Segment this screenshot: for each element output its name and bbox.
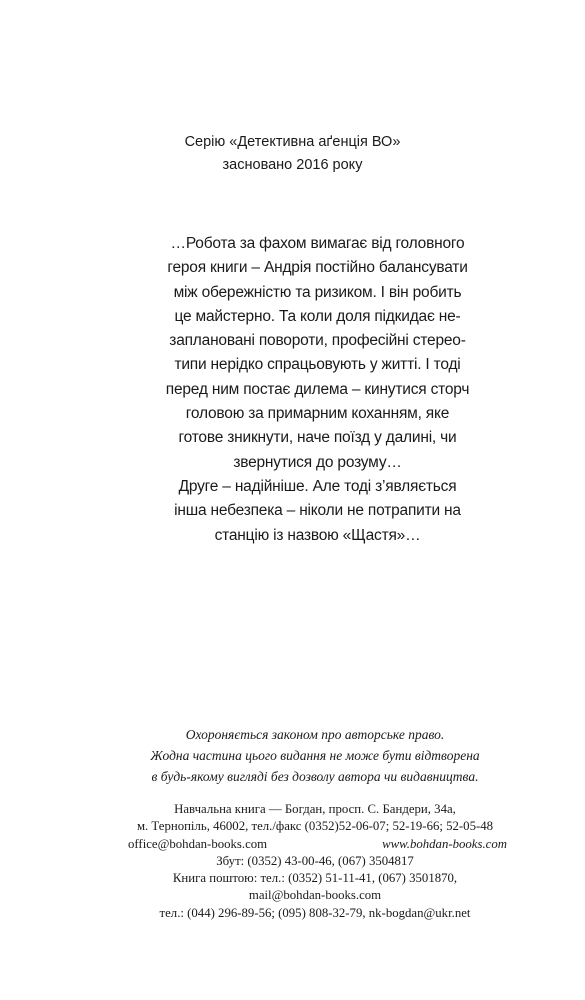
annotation-line: заплановані повороти, професійні стерео- [169, 332, 466, 350]
publisher-address-line: Навчальна книга — Богдан, просп. С. Бандери, 34а, [174, 802, 456, 816]
copyright-line: Охороняється законом про авторське право. [185, 727, 445, 742]
publisher-contact-line [95, 836, 535, 853]
book-annotation [150, 232, 485, 548]
annotation-line: героя книги – Андрія постійно балансувати [167, 259, 468, 277]
annotation-line: інша небезпека – ніколи не потрапити на [174, 502, 461, 520]
annotation-line: звернутися до розуму… [233, 453, 402, 471]
copyright-line: в будь-якому вигляді без дозволу автора чи видавництва. [151, 769, 479, 784]
annotation-line: Друге – надійніше. Але тоді з’являється [178, 477, 457, 495]
publisher-info [95, 801, 535, 922]
publisher-kyiv-phone-line: тел.: (044) 296-89-56; (095) 808-32-79, nk-bogdan@ukr.net [159, 905, 471, 920]
annotation-line: перед ним постає дилема – кинутися сторч [165, 380, 470, 398]
annotation-line: станцію із назвою «Щастя»… [214, 526, 421, 544]
annotation-line: це майстерно. Та коли доля підкидає не- [174, 307, 461, 325]
publisher-website: www.bohdan-books.com [382, 836, 507, 851]
annotation-line: типи нерідко спрацьовують у житті. І тоді [174, 356, 461, 374]
series-line: Серію «Детективна аґенція ВО» [184, 134, 401, 150]
publisher-sales-line: Збут: (0352) 43-00-46, (067) 3504817 [216, 853, 414, 868]
copyright-line: Жодна частина цього видання не може бути відтворена [150, 748, 480, 763]
annotation-line: …Робота за фахом вимагає від головного [170, 235, 465, 252]
copyright-notice [110, 724, 520, 787]
publisher-mail-order-line: Книга поштою: тел.: (0352) 51-11-41, (067) 3501870, [172, 871, 458, 886]
publisher-email: office@bohdan-books.com [128, 836, 268, 851]
series-note [0, 131, 585, 177]
series-line: засновано 2016 року [222, 157, 363, 173]
publisher-mail-email: mail@bohdan-books.com [248, 888, 382, 903]
publisher-city-phone-line: м. Тернопіль, 46002, тел./факс (0352)52-06-07; 52-19-66; 52-05-48 [136, 819, 494, 834]
annotation-line: готове зникнути, наче поїзд у далині, чи [178, 429, 457, 447]
annotation-line: головою за примарним коханням, яке [185, 405, 450, 423]
annotation-line: між обережністю та ризиком. І він робить [173, 283, 462, 301]
